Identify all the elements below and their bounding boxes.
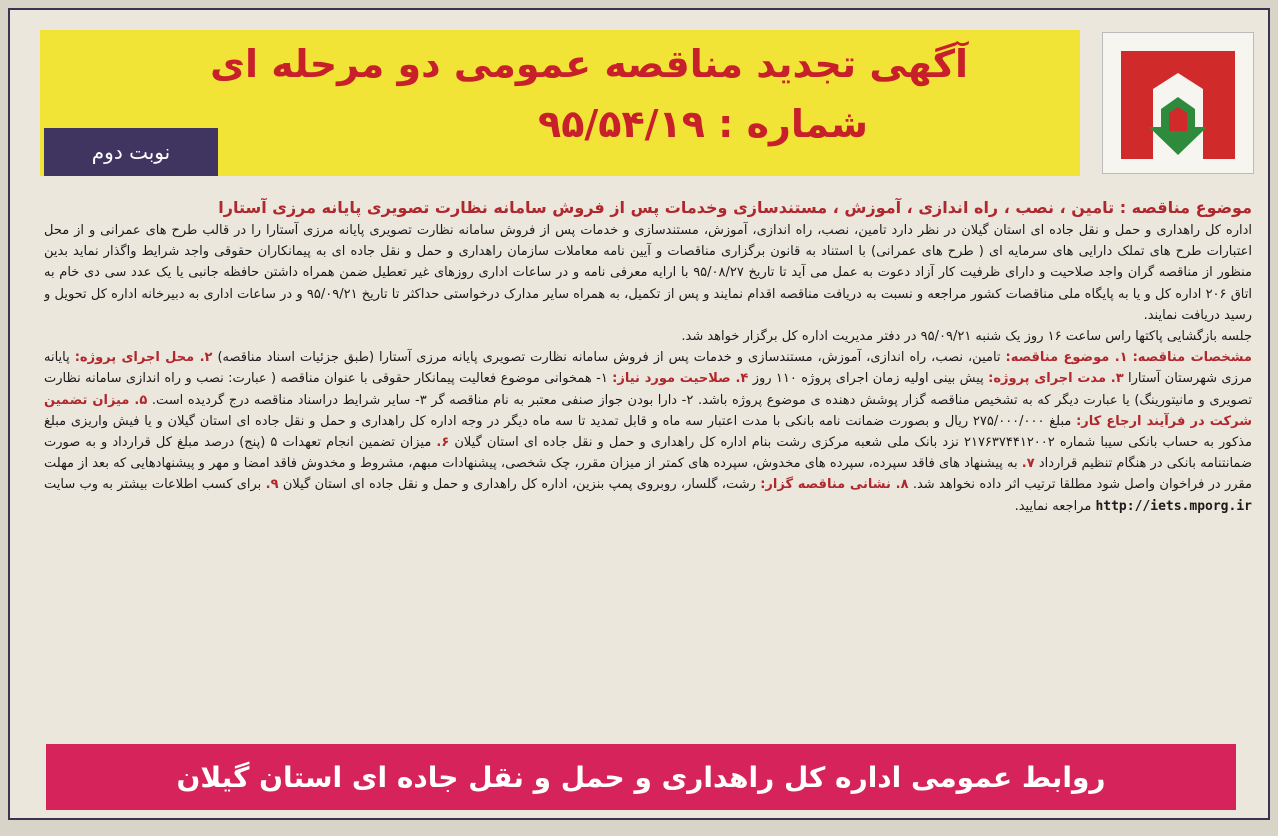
spec-heading: مشخصات مناقصه: xyxy=(1132,350,1252,366)
spec7-label: ۷. xyxy=(1021,456,1035,472)
tender-body xyxy=(44,196,1252,742)
intro-text: اداره کل راهداری و حمل و نقل جاده ای استان گیلان در نظر دارد تامین، نصب، راه اندازی، آموزش، مستندسازی و خدمات پس از فروش سامانه نظارت تصویری پایانه مرزی آستارا را در قالب طرح های عمرانی و از محل اعتبارات طرح های تملک دارایی های سرمایه ای ( طرح های عمرانی) با استناد به قانون برگزاری مناقصات و آیین نامه معاملات سازمان راهداری و حمل و نقل جاده ای به پیمانکاران حقوقی واجد شرایط واگذار نماید بدین منظور از مناقصه گران واجد صلاحیت و دارای ظرفیت کار آزاد دعوت به عمل می آید تا تاریخ ۹۵/۰۸/۲۷ با ارایه معرفی نامه و در ساعات اداری روزهای غیر تعطیل ضمن همراه داشتن حافظه جانبی یا یک عدد سی دی خام به اتاق ۲۰۶ اداره کل و یا به پایگاه ملی مناقصات کشور مراجعه و نسبت به دریافت مناقصه اقدام نمایند و پس از تکمیل، به همراه سایر مدارک درخواستی حداکثر تا تاریخ ۹۵/۰۹/۲۱ و در ساعات اداری به دبیرخانه اداره کل تحویل و رسید دریافت نمایند. xyxy=(44,223,1252,323)
spec4-text: ۱- همخوانی موضوع فعالیت پیمانکار حقوقی با عنوان مناقصه ( عبارت: نصب و راه اندازی سامانه نظارت تصویری و مانیتورینگ) یا عبارت دیگر که به تشخیص مناقصه گزار پوشش دهنده ی موضوع پروژه باشد. ۲- دارا بودن جواز صنفی معتبر به نام مناقصه گر ۳- سایر شرایط دراسناد مناقصه درج گردیده است. xyxy=(44,371,1252,408)
edition-badge: نوبت دوم xyxy=(44,128,218,176)
spec7-text: به پیشنهاد های فاقد سپرده، سپرده های مخدوش، سپرده های کمتر از میزان مقرر، چک شخصی، پیشنهادات مبهم، مشروط و مخدوش فاقد امضا و مهر و پیشنهادهایی که بعد از مهلت مقرر در فراخوان واصل شود مطلقا ترتیب اثر داده نخواهد شد. xyxy=(44,456,1252,493)
specs-paragraph xyxy=(44,347,1252,517)
spec2-label: ۲. محل اجرای پروژه: xyxy=(74,350,213,366)
spec8-label: ۸. نشانی مناقصه گزار: xyxy=(760,477,909,493)
spec1-label: ۱. موضوع مناقصه: xyxy=(1005,350,1128,366)
spec1-text: تامین، نصب، راه اندازی، آموزش، مستندسازی و خدمات پس از فروش سامانه نظارت تصویری پایانه مرزی آستارا (طبق جزئیات اسناد مناقصه) xyxy=(217,350,1001,366)
tender-subject: موضوع مناقصه : تامین ، نصب ، راه اندازی ، آموزش ، مستندسازی وخدمات پس از فروش سامانه نظارت تصویری پایانه مرزی آستارا xyxy=(218,198,1252,217)
opening-text: جلسه بازگشایی پاکتها راس ساعت ۱۶ روز یک شنبه ۹۵/۰۹/۲۱ در دفتر مدیریت اداره کل برگزار خواهد شد. xyxy=(681,329,1252,345)
spec3-text: پیش بینی اولیه زمان اجرای پروژه ۱۱۰ روز xyxy=(752,371,984,387)
logo-graphic xyxy=(1103,33,1253,173)
opening-paragraph xyxy=(44,326,1252,347)
spec9-text: برای کسب اطلاعات بیشتر به وب سایت xyxy=(44,477,262,493)
spec5-label: ۵. میزان تضمین شرکت در فرآیند ارجاع کار: xyxy=(44,392,1252,429)
road-maintenance-logo-icon xyxy=(1102,32,1254,174)
spec4-label: ۴. صلاحیت مورد نیاز: xyxy=(612,371,749,387)
tender-number: شماره : ۹۵/۵۴/۱۹ xyxy=(538,102,868,146)
spec6-label: ۶. xyxy=(436,435,450,451)
advertisement-page xyxy=(8,8,1270,820)
tender-title: آگهی تجدید مناقصه عمومی دو مرحله ای xyxy=(210,42,968,86)
spec8-text: رشت، گلسار، روبروی پمپ بنزین، اداره کل راهداری و حمل و نقل جاده ای استان گیلان xyxy=(282,477,756,493)
spec3-label: ۳. مدت اجرای پروژه: xyxy=(988,371,1124,387)
spec5-text: مبلغ ۲۷۵/۰۰۰/۰۰۰ ریال و بصورت ضمانت نامه بانکی با مدت اعتبار سه ماه و قابل تمدید تا سه ماه دیگر در وجه اداره کل راهداری و حمل و نقل جاده ای استان گیلان و یا فیش واریزی مبلغ مذکور به حساب بانکی سیبا شماره ۲۱۷۶۳۷۴۴۱۲۰۰۲ نزد بانک ملی شعبه مرکزی رشت بنام اداره کل راهداری و حمل و نقل جاده ای استان گیلان xyxy=(44,413,1252,451)
intro-paragraph xyxy=(44,220,1252,326)
footer-text: روابط عمومی اداره کل راهداری و حمل و نقل جاده ای استان گیلان xyxy=(176,760,1106,794)
spec9-tail: مراجعه نمایید. xyxy=(1014,498,1092,514)
spec6-text: میزان تضمین انجام تعهدات ۵ (پنج) درصد مبلغ کل قرارداد و به صورت ضمانتنامه بانکی در هنگام تنظیم قرارداد xyxy=(44,435,1252,472)
website-link[interactable]: http://iets.mporg.ir xyxy=(1095,498,1252,514)
footer-band xyxy=(46,744,1236,810)
spec2-text: پایانه مرزی شهرستان آستارا xyxy=(44,350,1252,387)
spec9-label: ۹. xyxy=(265,477,279,493)
